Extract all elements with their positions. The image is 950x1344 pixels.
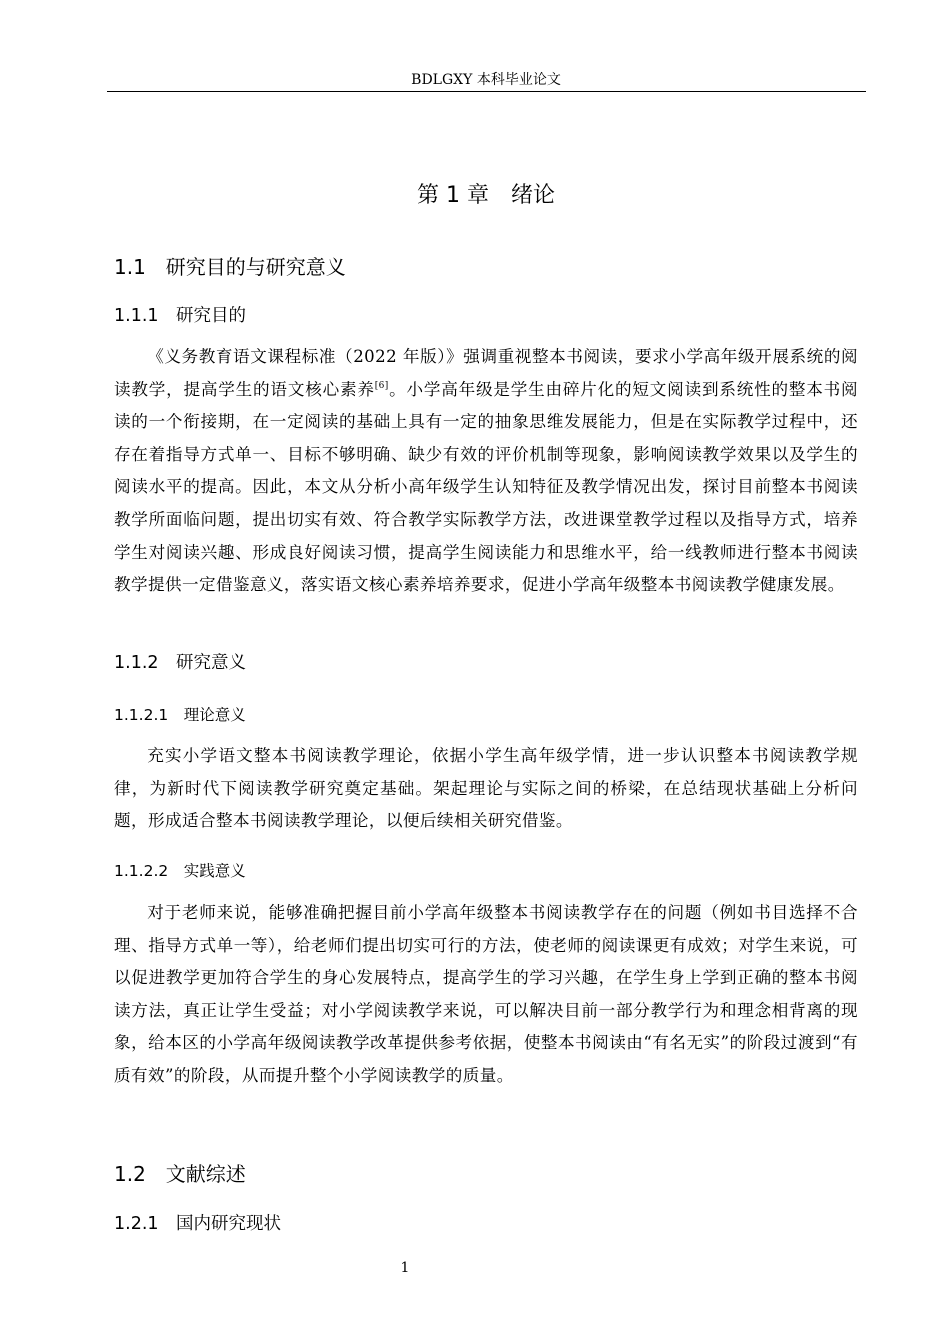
section-heading-1-1-2: 1.1.2 研究意义 — [114, 653, 247, 673]
paragraph-text: 《义务教育语文课程标准（2022 年版）》强调重视整本书阅读，要求小学高年级开展系统的阅读教学，提高学生的语文核心素养 — [114, 347, 858, 399]
section-heading-1-1-2-1: 1.1.2.1 理论意义 — [114, 706, 246, 724]
paragraph-research-purpose — [114, 341, 858, 602]
section-heading-1-2-1: 1.2.1 国内研究现状 — [114, 1214, 282, 1234]
chapter-title: 第 1 章 绪论 — [417, 183, 555, 208]
running-header: BDLGXY 本科毕业论文 — [411, 72, 561, 88]
paragraph-practical-significance: 对于老师来说，能够准确把握目前小学高年级整本书阅读教学存在的问题（例如书目选择不合理、指导方式单一等），给老师们提出切实可行的方法，使老师的阅读课更有成效；对学生来说，可以促进教学更加符合学生的身心发展特点，提高学生的学习兴趣，在学生身上学到正确的整本书阅读方法，真正让学生受益；对小学阅读教学来说，可以解决目前一部分教学行为和理念相背离的现象，给本区的小学高年级阅读教学改革提供参考依据，使整本书阅读由“有名无实”的阶段过渡到“有质有效”的阶段，从而提升整个小学阅读教学的质量。 — [114, 903, 858, 1085]
section-heading-1-1-1: 1.1.1 研究目的 — [114, 306, 247, 326]
header-rule — [107, 91, 866, 92]
paragraph-text-cont: 。小学高年级是学生由碎片化的短文阅读到系统性的整本书阅读的一个衔接期，在一定阅读的基础上具有一定的抽象思维发展能力，但是在实际教学过程中，还存在着指导方式单一、目标不够明确、缺少有效的评价机制等现象，影响阅读教学效果以及学生的阅读水平的提高。因此，本文从分析小高年级学生认知特征及教学情况出发，探讨目前整本书阅读教学所面临问题，提出切实有效、符合教学实际教学方法，改进课堂教学过程以及指导方式，培养学生对阅读兴趣、形成良好阅读习惯，提高学生阅读能力和思维水平，给一线教师进行整本书阅读教学提供一定借鉴意义，落实语文核心素养培养要求，促进小学高年级整本书阅读教学健康发展。 — [114, 379, 858, 595]
section-heading-1-1: 1.1 研究目的与研究意义 — [114, 255, 346, 279]
section-heading-1-1-2-2: 1.1.2.2 实践意义 — [114, 862, 246, 880]
citation-ref: [6] — [374, 380, 389, 391]
paragraph-theoretical-significance: 充实小学语文整本书阅读教学理论，依据小学生高年级学情，进一步认识整本书阅读教学规律，为新时代下阅读教学研究奠定基础。架起理论与实际之间的桥梁，在总结现状基础上分析问题，形成适合整本书阅读教学理论，以便后续相关研究借鉴。 — [114, 746, 858, 831]
page-number: 1 — [400, 1260, 410, 1276]
section-heading-1-2: 1.2 文献综述 — [114, 1162, 246, 1186]
